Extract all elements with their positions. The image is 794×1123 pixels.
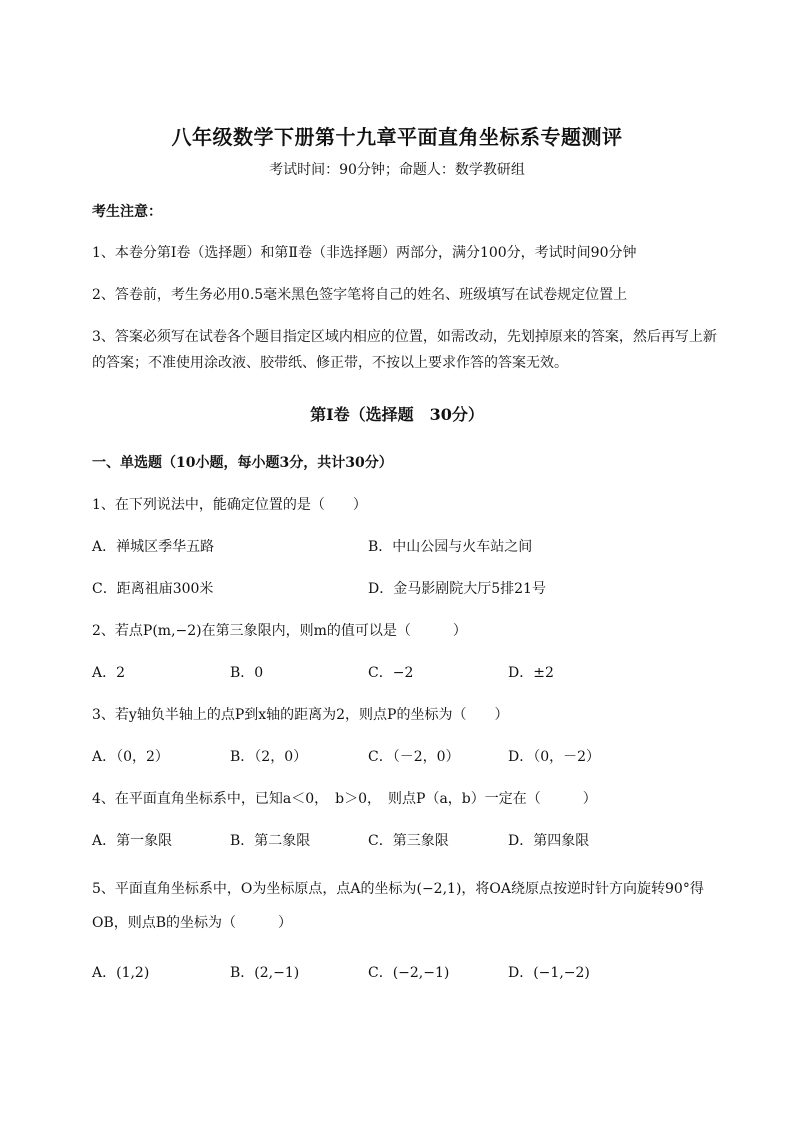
question-stem: 4、在平面直角坐标系中，已知a＜0， b＞0， 则点P（a，b）一定在（ ）	[92, 791, 597, 807]
notice-item: 的答案；不准使用涂改液、胶带纸、修正带，不按以上要求作答的答案无效。	[92, 355, 568, 371]
question-option: D．±2	[508, 665, 554, 681]
exam-title: 八年级数学下册第十九章平面直角坐标系专题测评	[171, 125, 623, 149]
question-option: C．第三象限	[368, 833, 449, 849]
question-option: B．0	[230, 665, 264, 681]
question-option: A．(1,2)	[92, 965, 150, 981]
question-option: D．(−1,−2)	[508, 965, 590, 981]
question-stem: 5、平面直角坐标系中，O为坐标原点，点A的坐标为(−2,1)，将OA绕原点按逆时针方向旋转90°得	[92, 881, 704, 897]
question-option: D．金马影剧院大厅5排21号	[368, 581, 546, 597]
exam-subtitle: 考试时间：90分钟；命题人：数学教研组	[269, 162, 525, 178]
question-option: C．(−2,−1)	[368, 965, 450, 981]
question-option: A．2	[92, 665, 126, 681]
question-option: D．（0，－2）	[508, 749, 601, 765]
notice-heading: 考生注意：	[92, 204, 162, 220]
question-option: B．第二象限	[230, 833, 311, 849]
question-option: A．（0，2）	[92, 749, 169, 765]
question-option: C．（－2，0）	[368, 749, 460, 765]
notice-item: 1、本卷分第Ⅰ卷（选择题）和第Ⅱ卷（非选择题）两部分，满分100分，考试时间90分钟	[92, 245, 637, 261]
notice-item: 3、答案必须写在试卷各个题目指定区域内相应的位置，如需改动，先划掉原来的答案，然后再写上新	[92, 329, 717, 345]
question-option: C．−2	[368, 665, 414, 681]
question-stem: 2、若点P(m,−2)在第三象限内，则m的值可以是（ ）	[92, 623, 467, 639]
question-option: A．第一象限	[92, 833, 173, 849]
part-title: 一、单选题（10小题，每小题3分，共计30分）	[92, 455, 393, 471]
question-option: B．中山公园与火车站之间	[368, 539, 533, 555]
question-option: C．距离祖庙300米	[92, 581, 214, 597]
notice-item: 2、答卷前，考生务必用0.5毫米黑色签字笔将自己的姓名、班级填写在试卷规定位置上	[92, 287, 628, 303]
question-option: B．(2,−1)	[230, 965, 300, 981]
question-stem: 1、在下列说法中，能确定位置的是（ ）	[92, 497, 367, 513]
question-option: D．第四象限	[508, 833, 590, 849]
question-option: B．（2，0）	[230, 749, 308, 765]
question-option: A．禅城区季华五路	[92, 539, 215, 555]
section-title: 第Ⅰ卷（选择题 30分）	[310, 405, 484, 424]
question-stem-continued: OB，则点B的坐标为（ ）	[92, 915, 293, 931]
question-stem: 3、若y轴负半轴上的点P到x轴的距离为2，则点P的坐标为（ ）	[92, 707, 509, 723]
